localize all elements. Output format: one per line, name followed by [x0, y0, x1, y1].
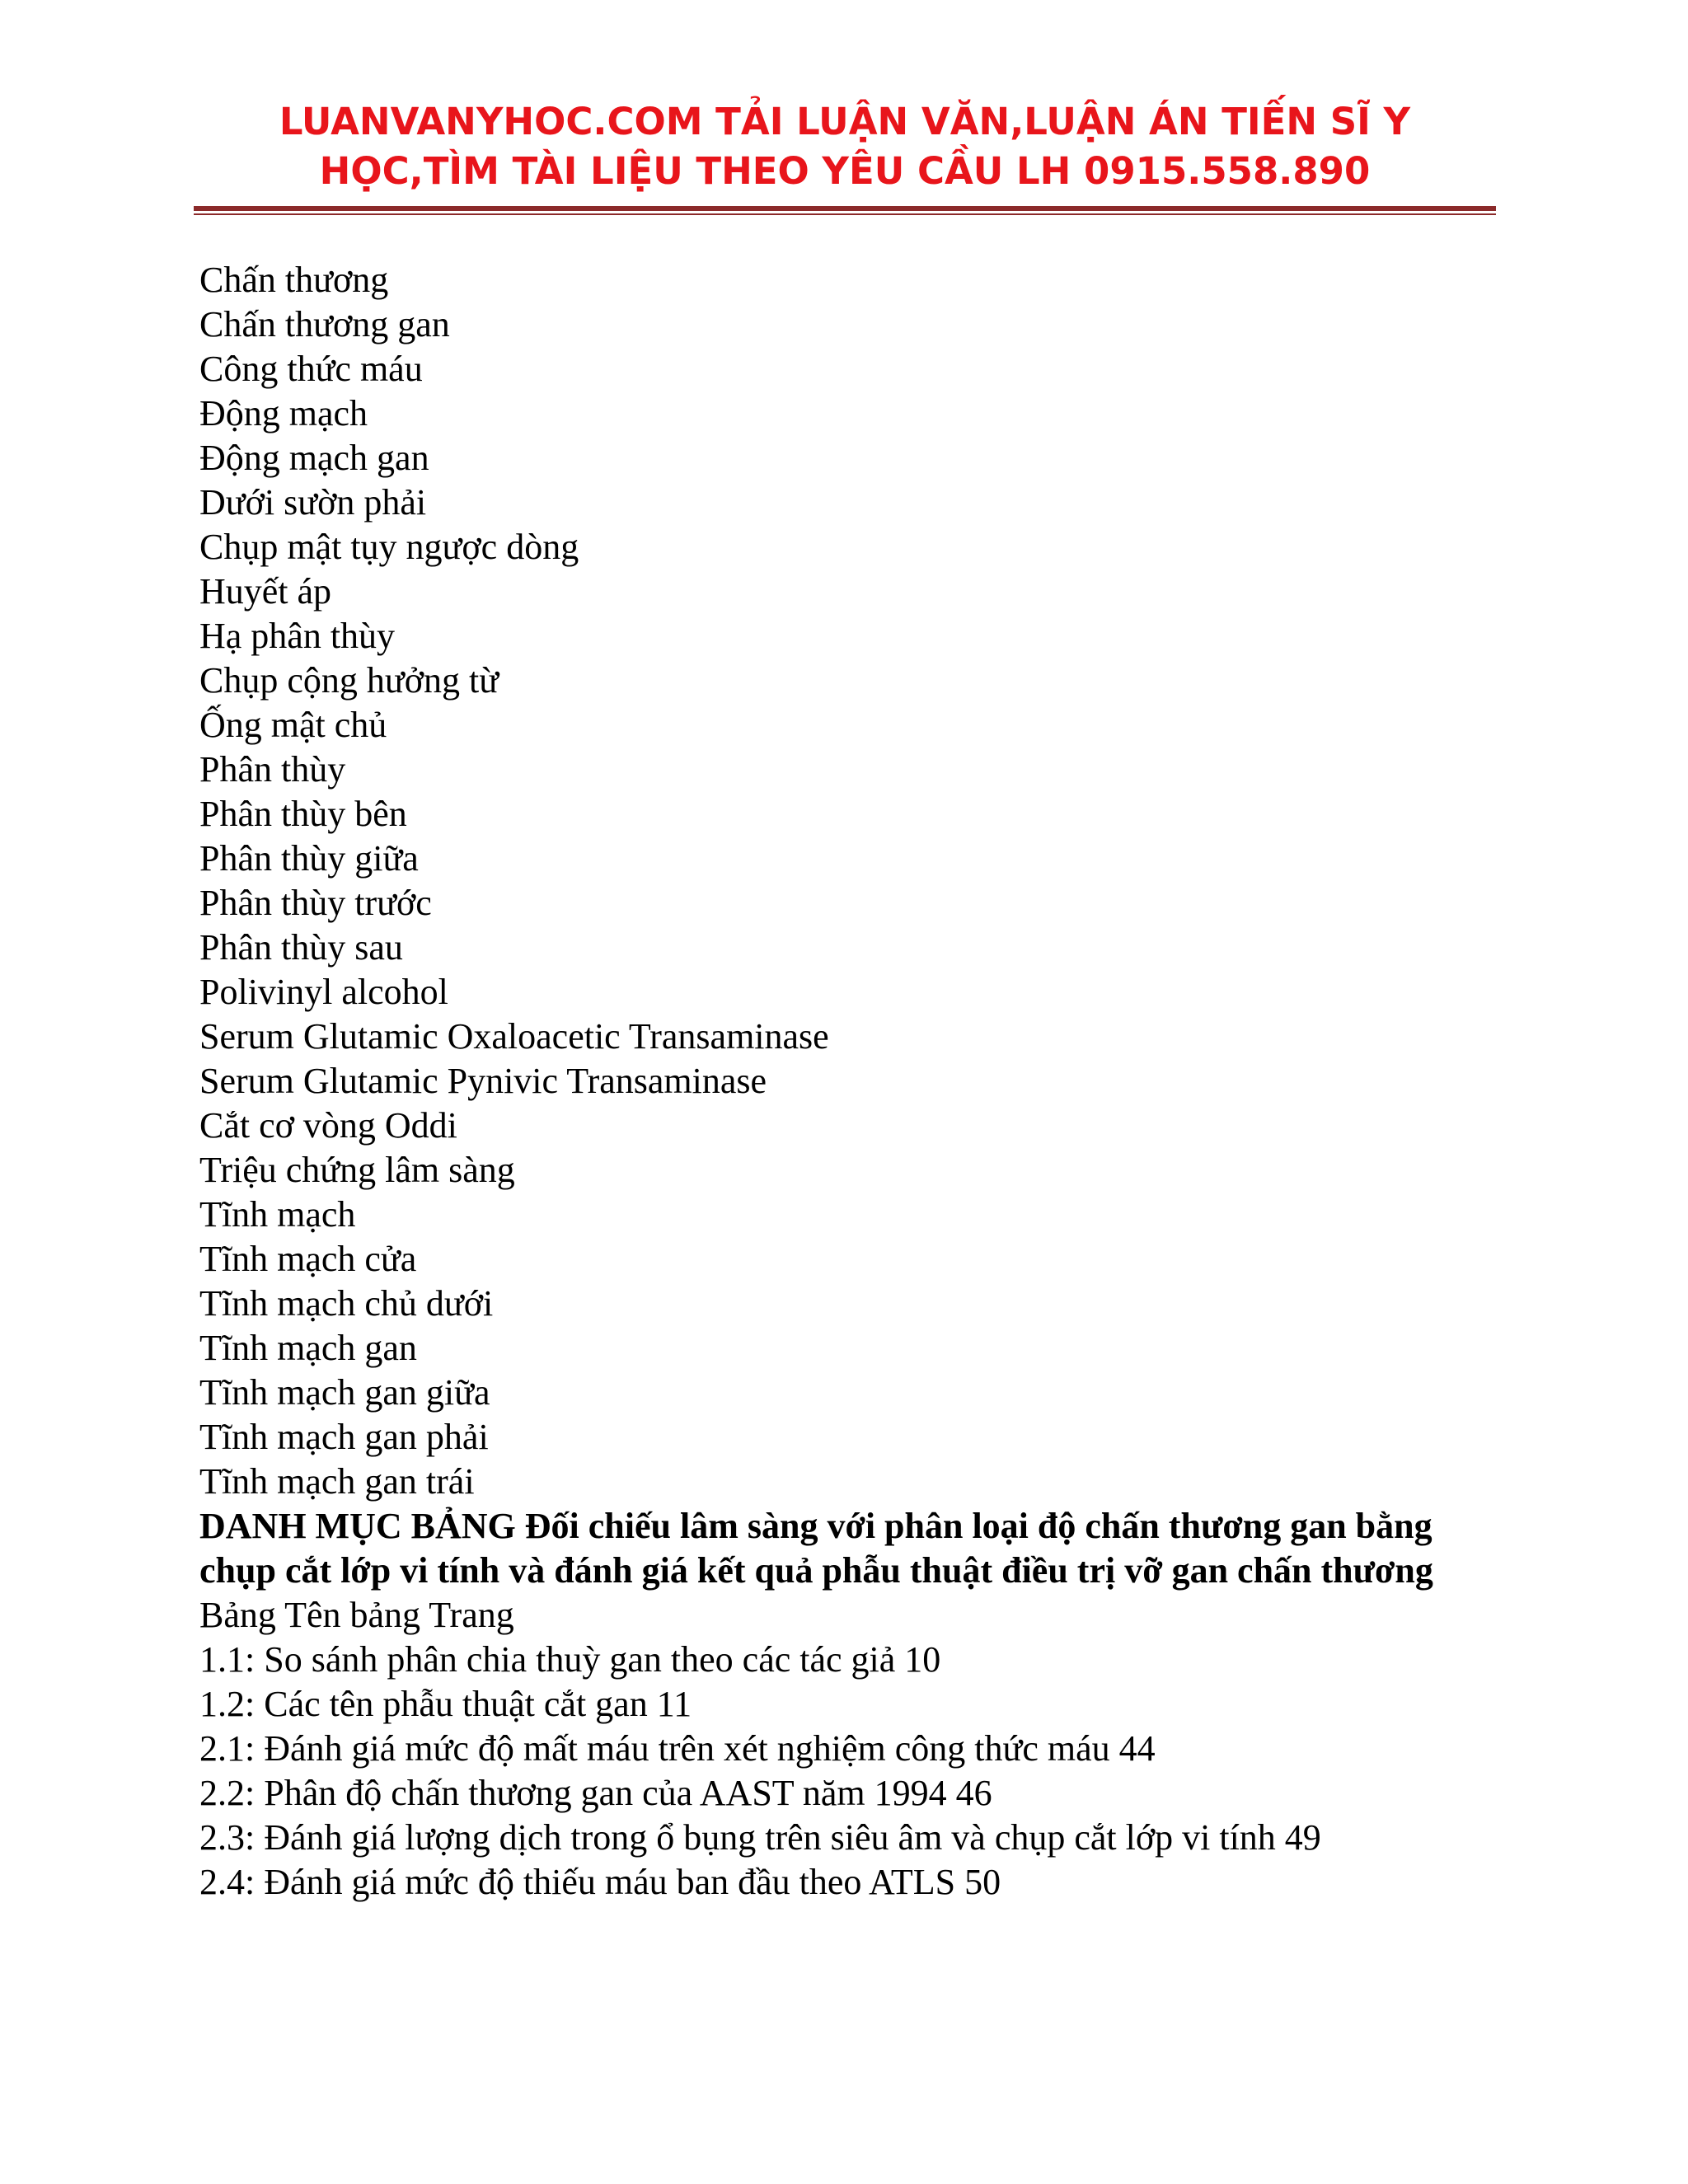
abbreviation-item: Cắt cơ vòng Oddi [199, 1105, 457, 1146]
table-list-entry: 2.4: Đánh giá mức độ thiếu máu ban đầu theo ATLS 50 [199, 1862, 1001, 1902]
abbreviation-item: Serum Glutamic Oxaloacetic Transaminase [199, 1016, 829, 1057]
abbreviation-item: Tĩnh mạch chủ dưới [199, 1283, 494, 1324]
abbreviation-item: Động mạch gan [199, 438, 429, 478]
abbreviation-item: Polivinyl alcohol [199, 972, 448, 1012]
abbreviation-item: Chụp mật tụy ngược dòng [199, 527, 579, 567]
document-body [199, 258, 1502, 1905]
abbreviation-item: Ống mật chủ [199, 705, 387, 745]
abbreviation-item: Động mạch [199, 393, 368, 434]
abbreviation-item: Phân thùy sau [199, 927, 403, 968]
table-list-entry: 1.2: Các tên phẫu thuật cắt gan 11 [199, 1684, 692, 1724]
abbreviation-item: Serum Glutamic Pynivic Transaminase [199, 1061, 767, 1101]
abbreviation-item: Phân thùy bên [199, 794, 407, 834]
abbreviation-item: Phân thùy trước [199, 883, 432, 923]
table-list-entry: 2.3: Đánh giá lượng dịch trong ổ bụng trên siêu âm và chụp cắt lớp vi tính 49 [199, 1817, 1321, 1858]
page-header [194, 97, 1496, 196]
header-divider-thick [194, 206, 1496, 211]
abbreviation-item: Phân thùy giữa [199, 838, 419, 879]
abbreviation-item: Công thức máu [199, 349, 423, 389]
header-line-2: HỌC,TÌM TÀI LIỆU THEO YÊU CẦU LH 0915.558.890 [319, 149, 1371, 193]
abbreviation-item: Tĩnh mạch gan [199, 1328, 417, 1368]
abbreviation-item: Dưới sườn phải [199, 482, 427, 523]
abbreviation-item: Tĩnh mạch gan giữa [199, 1372, 490, 1413]
table-list-entry: 2.2: Phân độ chấn thương gan của AAST năm 1994 46 [199, 1773, 992, 1813]
table-list-entry: 1.1: So sánh phân chia thuỳ gan theo các tác giả 10 [199, 1639, 941, 1680]
table-list-entry: 2.1: Đánh giá mức độ mất máu trên xét nghiệm công thức máu 44 [199, 1728, 1156, 1769]
abbreviation-item: Chấn thương [199, 260, 389, 300]
header-line-1: LUANVANYHOC.COM TẢI LUẬN VĂN,LUẬN ÁN TIẾN SĨ Y [279, 100, 1411, 143]
abbreviation-item: Triệu chứng lâm sàng [199, 1150, 515, 1190]
abbreviation-list [199, 258, 1502, 1504]
table-list [199, 1593, 1502, 1905]
abbreviation-item: Chụp cộng hưởng từ [199, 660, 499, 701]
abbreviation-item: Tĩnh mạch gan phải [199, 1417, 489, 1457]
abbreviation-item: Tĩnh mạch [199, 1194, 356, 1235]
table-list-column-header: Bảng Tên bảng Trang [199, 1595, 514, 1635]
header-divider-thin [194, 213, 1496, 215]
abbreviation-item: Tĩnh mạch cửa [199, 1239, 417, 1279]
abbreviation-item: Tĩnh mạch gan trái [199, 1461, 475, 1502]
table-list-heading: DANH MỤC BẢNG Đối chiếu lâm sàng với phân loại độ chấn thương gan bằng chụp cắt lớp vi tính và đánh giá kết quả phẫu thuật điều trị vỡ gan chấn thương [199, 1506, 1433, 1591]
abbreviation-item: Chấn thương gan [199, 304, 450, 344]
abbreviation-item: Phân thùy [199, 749, 346, 790]
abbreviation-item: Huyết áp [199, 571, 332, 612]
abbreviation-item: Hạ phân thùy [199, 616, 396, 656]
